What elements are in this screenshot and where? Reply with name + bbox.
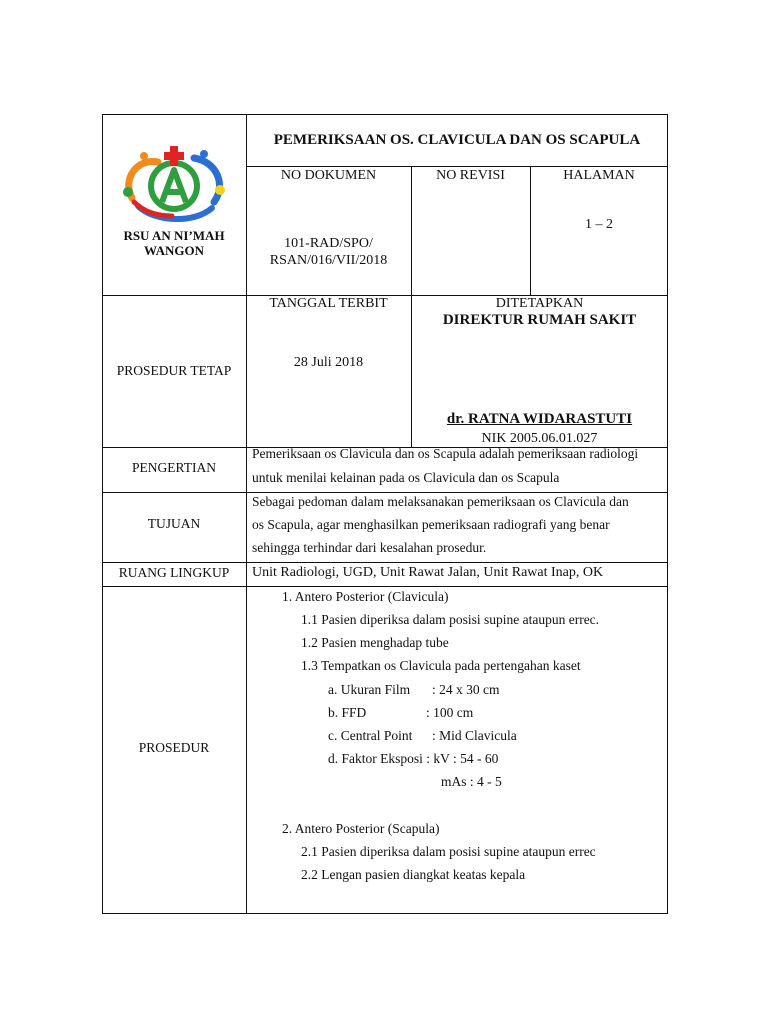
prosedur-label: PROSEDUR — [138, 740, 210, 755]
hospital-name-line-1: RSU AN NI’MAH — [123, 228, 225, 243]
border-right — [667, 114, 668, 914]
ffd-label: b. FFD — [328, 705, 367, 720]
ukuran-film-value: : 24 x 30 cm — [432, 682, 500, 697]
hospital-logo-icon — [114, 140, 234, 230]
tujuan-label: TUJUAN — [147, 516, 201, 531]
halaman-value: 1 – 2 — [585, 217, 613, 232]
ruang-lingkup-text: Unit Radiologi, UGD, Unit Rawat Jalan, Unit Rawat Inap, OK — [252, 565, 604, 580]
prosedur-tetap-label: PROSEDUR TETAP — [116, 363, 232, 378]
signer-nik: NIK 2005.06.01.027 — [481, 431, 598, 446]
tanggal-terbit-value: 28 Juli 2018 — [293, 355, 364, 370]
faktor-eksposi-mas: mAs : 4 - 5 — [441, 774, 502, 789]
pengertian-label: PENGERTIAN — [132, 460, 216, 475]
no-dokumen-value-line-1: 101-RAD/SPO/ — [284, 236, 373, 251]
no-dokumen-label: NO DOKUMEN — [280, 168, 377, 183]
prosedur-step-1-1: 1.1 Pasien diperiksa dalam posisi supine ataupun errec. — [301, 612, 600, 627]
prosedur-step-2: 2. Antero Posterior (Scapula) — [282, 821, 440, 836]
signer-name: dr. RATNA WIDARASTUTI — [446, 411, 633, 427]
border-bottom — [102, 913, 668, 914]
ukuran-film-label: a. Ukuran Film — [328, 682, 411, 697]
header-divider-1 — [411, 166, 412, 295]
spo-document — [102, 114, 668, 914]
no-dokumen-value-line-2: RSAN/016/VII/2018 — [269, 253, 388, 268]
faktor-eksposi-kv: d. Faktor Eksposi : kV : 54 - 60 — [328, 751, 499, 766]
hospital-name-line-2: WANGON — [144, 243, 204, 258]
tujuan-line-1: Sebagai pedoman dalam melaksanakan pemeriksaan os Clavicula dan — [252, 494, 629, 509]
no-revisi-label: NO REVISI — [436, 168, 505, 183]
ditetapkan-by: DIREKTUR RUMAH SAKIT — [442, 312, 637, 328]
tanggal-terbit-label: TANGGAL TERBIT — [269, 296, 388, 311]
border-top — [102, 114, 668, 115]
column-divider — [246, 114, 247, 914]
prosedur-step-2-1: 2.1 Pasien diperiksa dalam posisi supine ataupun errec — [301, 844, 596, 859]
central-point-value: : Mid Clavicula — [432, 728, 517, 743]
ditetapkan-label: DITETAPKAN — [495, 296, 584, 311]
ruang-lingkup-label: RUANG LINGKUP — [118, 565, 230, 580]
halaman-label: HALAMAN — [563, 168, 635, 183]
tujuan-line-3: sehingga terhindar dari kesalahan prosedur. — [252, 540, 487, 555]
document-title: PEMERIKSAAN OS. CLAVICULA DAN OS SCAPULA — [273, 132, 641, 148]
tujuan-line-2: os Scapula, agar menghasilkan pemeriksaan radiografi yang benar — [252, 517, 610, 532]
row-line-5 — [102, 586, 668, 587]
ffd-value: : 100 cm — [426, 705, 474, 720]
row-line-4 — [102, 562, 668, 563]
central-point-label: c. Central Point — [328, 728, 413, 743]
prosedur-step-1: 1. Antero Posterior (Clavicula) — [282, 589, 449, 604]
pengertian-line-1: Pemeriksaan os Clavicula dan os Scapula adalah pemeriksaan radiologi — [252, 446, 639, 461]
pengertian-line-2: untuk menilai kelainan pada os Clavicula dan os Scapula — [252, 470, 560, 485]
prosedur-step-2-2: 2.2 Lengan pasien diangkat keatas kepala — [301, 867, 526, 882]
prosedur-step-1-3: 1.3 Tempatkan os Clavicula pada pertengahan kaset — [301, 658, 581, 673]
prosedur-step-1-2: 1.2 Pasien menghadap tube — [301, 635, 449, 650]
